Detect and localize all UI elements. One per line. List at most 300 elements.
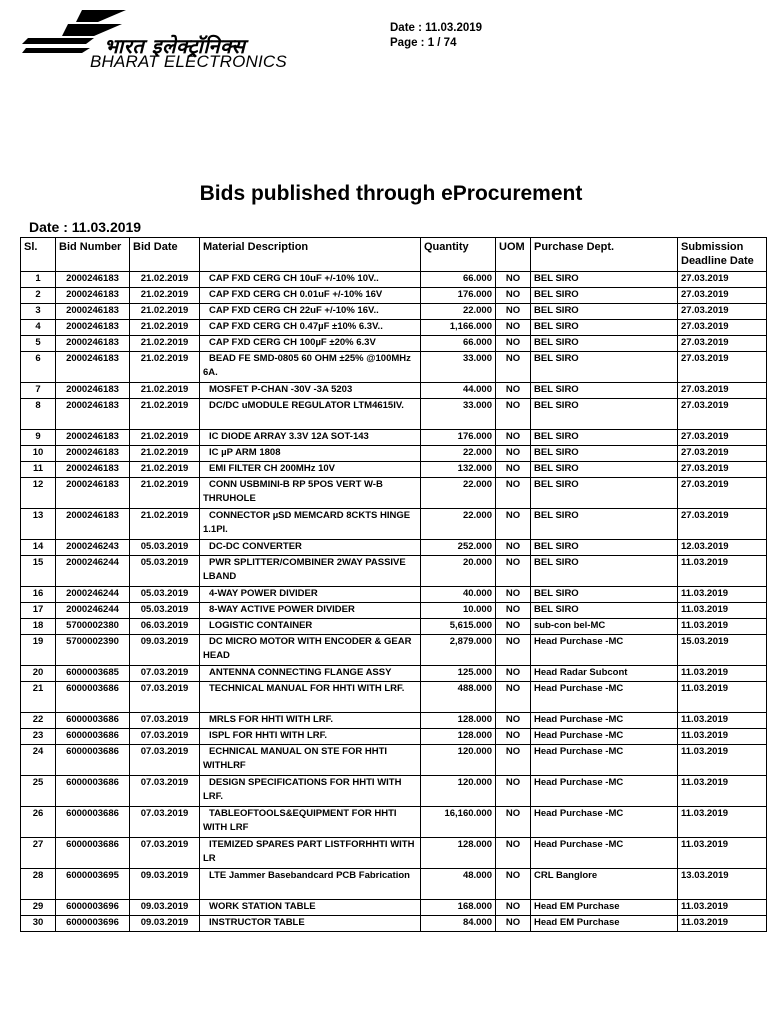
column-header-uom: UOM: [496, 238, 531, 272]
cell-bid-date: 07.03.2019: [130, 776, 200, 807]
cell-bid-date: 05.03.2019: [130, 603, 200, 619]
description-text: TECHNICAL MANUAL FOR HHTI WITH LRF.: [209, 683, 405, 694]
cell-material-description: [200, 729, 421, 745]
table-row: [21, 288, 767, 304]
cell-uom: NO: [496, 478, 531, 509]
cell-submission-deadline: 11.03.2019: [678, 587, 767, 603]
cell-purchase-dept: Head Purchase -MC: [531, 838, 678, 869]
cell-purchase-dept: BEL SIRO: [531, 288, 678, 304]
cell-quantity: 44.000: [421, 383, 496, 399]
bel-logo: [22, 8, 337, 72]
cell-bid-number: 2000246183: [56, 352, 130, 383]
table-row: [21, 619, 767, 635]
cell-submission-deadline: 27.03.2019: [678, 430, 767, 446]
cell-uom: NO: [496, 713, 531, 729]
cell-purchase-dept: Head Purchase -MC: [531, 729, 678, 745]
cell-bid-number: 6000003686: [56, 682, 130, 713]
cell-sl: 23: [21, 729, 56, 745]
cell-bid-date: 21.02.2019: [130, 462, 200, 478]
cell-bid-date: 07.03.2019: [130, 713, 200, 729]
cell-bid-date: 21.02.2019: [130, 478, 200, 509]
cell-material-description: [200, 916, 421, 932]
table-row: [21, 352, 767, 383]
cell-sl: 18: [21, 619, 56, 635]
cell-submission-deadline: 27.03.2019: [678, 288, 767, 304]
cell-quantity: 252.000: [421, 540, 496, 556]
cell-material-description: [200, 540, 421, 556]
cell-quantity: 2,879.000: [421, 635, 496, 666]
cell-purchase-dept: Head Purchase -MC: [531, 682, 678, 713]
description-text: CAP FXD CERG CH 100µF ±20% 6.3V: [209, 337, 376, 348]
description-text: CONNECTOR µSD MEMCARD 8CKTS HINGE 1.1PI.: [203, 510, 411, 535]
cell-bid-date: 21.02.2019: [130, 430, 200, 446]
cell-sl: 28: [21, 869, 56, 900]
cell-purchase-dept: BEL SIRO: [531, 556, 678, 587]
cell-bid-number: 6000003686: [56, 745, 130, 776]
cell-quantity: 10.000: [421, 603, 496, 619]
cell-material-description: [200, 352, 421, 383]
table-row: [21, 666, 767, 682]
description-text: ANTENNA CONNECTING FLANGE ASSY: [209, 667, 392, 678]
cell-bid-date: 06.03.2019: [130, 619, 200, 635]
cell-uom: NO: [496, 635, 531, 666]
cell-submission-deadline: 11.03.2019: [678, 807, 767, 838]
cell-bid-date: 05.03.2019: [130, 587, 200, 603]
table-row: [21, 807, 767, 838]
cell-bid-date: 05.03.2019: [130, 556, 200, 587]
cell-purchase-dept: BEL SIRO: [531, 272, 678, 288]
cell-uom: NO: [496, 807, 531, 838]
cell-quantity: 1,166.000: [421, 320, 496, 336]
cell-material-description: [200, 635, 421, 666]
table-row: [21, 776, 767, 807]
description-text: PWR SPLITTER/COMBINER 2WAY PASSIVE LBAND: [203, 557, 406, 582]
cell-material-description: [200, 838, 421, 869]
cell-purchase-dept: BEL SIRO: [531, 430, 678, 446]
cell-bid-date: 21.02.2019: [130, 336, 200, 352]
cell-bid-number: 2000246183: [56, 430, 130, 446]
cell-bid-date: 09.03.2019: [130, 635, 200, 666]
cell-material-description: [200, 745, 421, 776]
cell-quantity: 128.000: [421, 838, 496, 869]
description-text: IC µP ARM 1808: [209, 447, 281, 458]
description-text: DC/DC uMODULE REGULATOR LTM4615IV.: [209, 400, 404, 411]
cell-bid-number: 2000246183: [56, 336, 130, 352]
cell-sl: 2: [21, 288, 56, 304]
cell-bid-number: 2000246183: [56, 478, 130, 509]
table-row: [21, 916, 767, 932]
cell-uom: NO: [496, 556, 531, 587]
cell-bid-number: 2000246183: [56, 446, 130, 462]
cell-uom: NO: [496, 666, 531, 682]
cell-bid-date: 07.03.2019: [130, 838, 200, 869]
cell-quantity: 125.000: [421, 666, 496, 682]
cell-uom: NO: [496, 304, 531, 320]
table-row: [21, 729, 767, 745]
cell-uom: NO: [496, 446, 531, 462]
cell-submission-deadline: 11.03.2019: [678, 776, 767, 807]
cell-material-description: [200, 776, 421, 807]
description-text: IC DIODE ARRAY 3.3V 12A SOT-143: [209, 431, 369, 442]
table-row: [21, 320, 767, 336]
cell-material-description: [200, 272, 421, 288]
description-text: WORK STATION TABLE: [209, 901, 316, 912]
description-text: LOGISTIC CONTAINER: [209, 620, 313, 631]
cell-quantity: 132.000: [421, 462, 496, 478]
cell-sl: 19: [21, 635, 56, 666]
cell-quantity: 22.000: [421, 478, 496, 509]
cell-purchase-dept: BEL SIRO: [531, 399, 678, 430]
cell-material-description: [200, 430, 421, 446]
cell-quantity: 22.000: [421, 509, 496, 540]
cell-uom: NO: [496, 682, 531, 713]
cell-bid-number: 2000246183: [56, 509, 130, 540]
description-text: 8-WAY ACTIVE POWER DIVIDER: [209, 604, 355, 615]
cell-submission-deadline: 27.03.2019: [678, 478, 767, 509]
cell-submission-deadline: 11.03.2019: [678, 900, 767, 916]
cell-quantity: 16,160.000: [421, 807, 496, 838]
cell-quantity: 20.000: [421, 556, 496, 587]
cell-purchase-dept: Head EM Purchase: [531, 900, 678, 916]
cell-bid-date: 21.02.2019: [130, 446, 200, 462]
cell-submission-deadline: 27.03.2019: [678, 352, 767, 383]
table-row: [21, 745, 767, 776]
cell-quantity: 120.000: [421, 745, 496, 776]
table-row: [21, 713, 767, 729]
table-row: [21, 304, 767, 320]
table-row: [21, 478, 767, 509]
cell-uom: NO: [496, 729, 531, 745]
cell-sl: 30: [21, 916, 56, 932]
cell-material-description: [200, 383, 421, 399]
cell-bid-number: 5700002380: [56, 619, 130, 635]
document-meta: [390, 21, 482, 51]
cell-material-description: [200, 666, 421, 682]
cell-quantity: 22.000: [421, 446, 496, 462]
cell-bid-date: 21.02.2019: [130, 272, 200, 288]
cell-submission-deadline: 27.03.2019: [678, 336, 767, 352]
cell-sl: 24: [21, 745, 56, 776]
cell-material-description: [200, 288, 421, 304]
cell-sl: 4: [21, 320, 56, 336]
cell-sl: 3: [21, 304, 56, 320]
cell-submission-deadline: 11.03.2019: [678, 838, 767, 869]
cell-purchase-dept: BEL SIRO: [531, 446, 678, 462]
table-row: [21, 383, 767, 399]
description-text: ISPL FOR HHTI WITH LRF.: [209, 730, 328, 741]
bids-table: [20, 237, 767, 932]
cell-sl: 26: [21, 807, 56, 838]
cell-bid-date: 07.03.2019: [130, 682, 200, 713]
description-text: DESIGN SPECIFICATIONS FOR HHTI WITH LRF.: [203, 777, 402, 802]
table-row: [21, 635, 767, 666]
column-header-bid-number: Bid Number: [56, 238, 130, 272]
cell-bid-number: 6000003696: [56, 916, 130, 932]
cell-purchase-dept: BEL SIRO: [531, 336, 678, 352]
cell-sl: 21: [21, 682, 56, 713]
cell-bid-date: 09.03.2019: [130, 900, 200, 916]
cell-purchase-dept: Head EM Purchase: [531, 916, 678, 932]
cell-bid-number: 6000003685: [56, 666, 130, 682]
table-row: [21, 900, 767, 916]
cell-bid-number: 2000246183: [56, 399, 130, 430]
cell-uom: NO: [496, 383, 531, 399]
table-row: [21, 509, 767, 540]
description-text: CAP FXD CERG CH 22uF +/-10% 16V..: [209, 305, 379, 316]
cell-sl: 1: [21, 272, 56, 288]
description-text: TABLEOFTOOLS&EQUIPMENT FOR HHTI WITH LRF: [203, 808, 397, 833]
cell-material-description: [200, 713, 421, 729]
cell-uom: NO: [496, 587, 531, 603]
description-text: ECHNICAL MANUAL ON STE FOR HHTI WITHLRF: [203, 746, 388, 771]
cell-uom: NO: [496, 619, 531, 635]
cell-uom: NO: [496, 603, 531, 619]
cell-quantity: 22.000: [421, 304, 496, 320]
cell-material-description: [200, 619, 421, 635]
cell-quantity: 128.000: [421, 729, 496, 745]
cell-bid-number: 6000003686: [56, 729, 130, 745]
cell-purchase-dept: BEL SIRO: [531, 352, 678, 383]
cell-sl: 16: [21, 587, 56, 603]
table-row: [21, 540, 767, 556]
cell-uom: NO: [496, 838, 531, 869]
cell-uom: NO: [496, 320, 531, 336]
cell-uom: NO: [496, 462, 531, 478]
cell-submission-deadline: 11.03.2019: [678, 729, 767, 745]
cell-bid-number: 2000246244: [56, 603, 130, 619]
table-row: [21, 869, 767, 900]
table-header-row: [21, 238, 767, 272]
logo-hindi-text: भारत इलेक्ट्रॉनिक्स: [104, 34, 246, 58]
description-text: CAP FXD CERG CH 0.47µF ±10% 6.3V..: [209, 321, 383, 332]
logo-english-text: BHARAT ELECTRONICS: [90, 52, 287, 71]
cell-quantity: 66.000: [421, 336, 496, 352]
cell-bid-date: 21.02.2019: [130, 509, 200, 540]
cell-bid-number: 2000246183: [56, 304, 130, 320]
table-row: [21, 682, 767, 713]
cell-bid-number: 2000246183: [56, 288, 130, 304]
cell-uom: NO: [496, 916, 531, 932]
cell-submission-deadline: 11.03.2019: [678, 745, 767, 776]
cell-sl: 13: [21, 509, 56, 540]
description-text: MOSFET P-CHAN -30V -3A 5203: [209, 384, 353, 395]
cell-material-description: [200, 462, 421, 478]
cell-material-description: [200, 807, 421, 838]
cell-sl: 11: [21, 462, 56, 478]
cell-uom: NO: [496, 272, 531, 288]
cell-bid-number: 2000246183: [56, 383, 130, 399]
cell-material-description: [200, 320, 421, 336]
cell-submission-deadline: 11.03.2019: [678, 556, 767, 587]
cell-bid-number: 2000246244: [56, 556, 130, 587]
cell-submission-deadline: 27.03.2019: [678, 509, 767, 540]
cell-bid-number: 2000246244: [56, 587, 130, 603]
cell-material-description: [200, 556, 421, 587]
cell-uom: NO: [496, 399, 531, 430]
cell-quantity: 66.000: [421, 272, 496, 288]
cell-purchase-dept: Head Purchase -MC: [531, 776, 678, 807]
table-row: [21, 272, 767, 288]
cell-bid-number: 6000003695: [56, 869, 130, 900]
cell-bid-date: 09.03.2019: [130, 916, 200, 932]
cell-sl: 27: [21, 838, 56, 869]
cell-sl: 7: [21, 383, 56, 399]
cell-bid-date: 07.03.2019: [130, 745, 200, 776]
table-row: [21, 603, 767, 619]
cell-purchase-dept: CRL Banglore: [531, 869, 678, 900]
column-header-sl: Sl.: [21, 238, 56, 272]
cell-bid-number: 5700002390: [56, 635, 130, 666]
description-text: LTE Jammer Basebandcard PCB Fabrication: [209, 870, 410, 881]
cell-bid-number: 6000003686: [56, 838, 130, 869]
cell-material-description: [200, 509, 421, 540]
cell-sl: 9: [21, 430, 56, 446]
cell-purchase-dept: Head Purchase -MC: [531, 807, 678, 838]
cell-bid-date: 09.03.2019: [130, 869, 200, 900]
report-date: Date : 11.03.2019: [29, 219, 142, 235]
cell-bid-number: 6000003696: [56, 900, 130, 916]
cell-purchase-dept: BEL SIRO: [531, 304, 678, 320]
cell-purchase-dept: Head Purchase -MC: [531, 745, 678, 776]
cell-sl: 29: [21, 900, 56, 916]
table-row: [21, 446, 767, 462]
cell-uom: NO: [496, 869, 531, 900]
cell-submission-deadline: 27.03.2019: [678, 399, 767, 430]
description-text: BEAD FE SMD-0805 60 OHM ±25% @100MHz 6A.: [203, 353, 411, 378]
cell-uom: NO: [496, 288, 531, 304]
table-body: [21, 272, 767, 932]
cell-submission-deadline: 27.03.2019: [678, 320, 767, 336]
cell-bid-number: 2000246243: [56, 540, 130, 556]
cell-material-description: [200, 682, 421, 713]
cell-bid-number: 6000003686: [56, 776, 130, 807]
cell-purchase-dept: BEL SIRO: [531, 587, 678, 603]
cell-purchase-dept: BEL SIRO: [531, 383, 678, 399]
description-text: CAP FXD CERG CH 0.01uF +/-10% 16V: [209, 289, 383, 300]
description-text: ITEMIZED SPARES PART LISTFORHHTI WITH LR: [203, 839, 415, 864]
cell-uom: NO: [496, 540, 531, 556]
table-row: [21, 462, 767, 478]
cell-submission-deadline: 27.03.2019: [678, 304, 767, 320]
column-header-bid-date: Bid Date: [130, 238, 200, 272]
cell-bid-date: 07.03.2019: [130, 666, 200, 682]
cell-quantity: 120.000: [421, 776, 496, 807]
table-row: [21, 838, 767, 869]
cell-material-description: [200, 399, 421, 430]
column-header-material-description: Material Description: [200, 238, 421, 272]
cell-material-description: [200, 587, 421, 603]
table-row: [21, 399, 767, 430]
cell-material-description: [200, 336, 421, 352]
cell-purchase-dept: Head Radar Subcont: [531, 666, 678, 682]
cell-submission-deadline: 27.03.2019: [678, 462, 767, 478]
cell-uom: NO: [496, 776, 531, 807]
cell-bid-number: 2000246183: [56, 272, 130, 288]
cell-sl: 8: [21, 399, 56, 430]
cell-quantity: 488.000: [421, 682, 496, 713]
description-text: DC MICRO MOTOR WITH ENCODER & GEAR HEAD: [203, 636, 412, 661]
table-row: [21, 430, 767, 446]
cell-uom: NO: [496, 509, 531, 540]
table-row: [21, 336, 767, 352]
cell-purchase-dept: BEL SIRO: [531, 509, 678, 540]
cell-bid-date: 21.02.2019: [130, 352, 200, 383]
cell-material-description: [200, 603, 421, 619]
cell-material-description: [200, 900, 421, 916]
cell-sl: 14: [21, 540, 56, 556]
cell-quantity: 48.000: [421, 869, 496, 900]
cell-quantity: 176.000: [421, 430, 496, 446]
cell-bid-date: 21.02.2019: [130, 288, 200, 304]
cell-bid-date: 07.03.2019: [130, 729, 200, 745]
column-header-quantity: Quantity: [421, 238, 496, 272]
cell-submission-deadline: 13.03.2019: [678, 869, 767, 900]
page-title: Bids published through eProcurement: [199, 182, 583, 205]
cell-purchase-dept: BEL SIRO: [531, 540, 678, 556]
cell-purchase-dept: sub-con bel-MC: [531, 619, 678, 635]
description-text: INSTRUCTOR TABLE: [209, 917, 305, 928]
cell-bid-date: 21.02.2019: [130, 399, 200, 430]
cell-submission-deadline: 11.03.2019: [678, 682, 767, 713]
description-text: MRLS FOR HHTI WITH LRF.: [209, 714, 334, 725]
cell-quantity: 176.000: [421, 288, 496, 304]
description-text: CONN USBMINI-B RP 5POS VERT W-B THRUHOLE: [203, 479, 383, 504]
cell-bid-number: 2000246183: [56, 320, 130, 336]
cell-submission-deadline: 27.03.2019: [678, 446, 767, 462]
cell-quantity: 33.000: [421, 399, 496, 430]
cell-purchase-dept: BEL SIRO: [531, 462, 678, 478]
cell-submission-deadline: 11.03.2019: [678, 666, 767, 682]
column-header-purchase-dept: Purchase Dept.: [531, 238, 678, 272]
description-text: 4-WAY POWER DIVIDER: [209, 588, 318, 599]
cell-sl: 10: [21, 446, 56, 462]
cell-bid-date: 05.03.2019: [130, 540, 200, 556]
cell-quantity: 40.000: [421, 587, 496, 603]
cell-quantity: 128.000: [421, 713, 496, 729]
page-number: Page : 1 / 74: [390, 37, 457, 49]
cell-material-description: [200, 446, 421, 462]
cell-material-description: [200, 869, 421, 900]
cell-quantity: 84.000: [421, 916, 496, 932]
cell-submission-deadline: 11.03.2019: [678, 916, 767, 932]
table-row: [21, 587, 767, 603]
cell-submission-deadline: 11.03.2019: [678, 619, 767, 635]
cell-bid-date: 21.02.2019: [130, 304, 200, 320]
cell-quantity: 5,615.000: [421, 619, 496, 635]
cell-material-description: [200, 478, 421, 509]
cell-submission-deadline: 11.03.2019: [678, 713, 767, 729]
cell-uom: NO: [496, 745, 531, 776]
cell-sl: 5: [21, 336, 56, 352]
cell-material-description: [200, 304, 421, 320]
cell-bid-number: 2000246183: [56, 462, 130, 478]
cell-sl: 20: [21, 666, 56, 682]
cell-purchase-dept: Head Purchase -MC: [531, 635, 678, 666]
cell-quantity: 168.000: [421, 900, 496, 916]
cell-purchase-dept: BEL SIRO: [531, 478, 678, 509]
cell-uom: NO: [496, 900, 531, 916]
cell-sl: 6: [21, 352, 56, 383]
cell-bid-number: 6000003686: [56, 713, 130, 729]
cell-sl: 17: [21, 603, 56, 619]
cell-bid-number: 6000003686: [56, 807, 130, 838]
cell-bid-date: 21.02.2019: [130, 383, 200, 399]
cell-sl: 22: [21, 713, 56, 729]
cell-sl: 25: [21, 776, 56, 807]
cell-quantity: 33.000: [421, 352, 496, 383]
cell-uom: NO: [496, 336, 531, 352]
cell-purchase-dept: BEL SIRO: [531, 603, 678, 619]
